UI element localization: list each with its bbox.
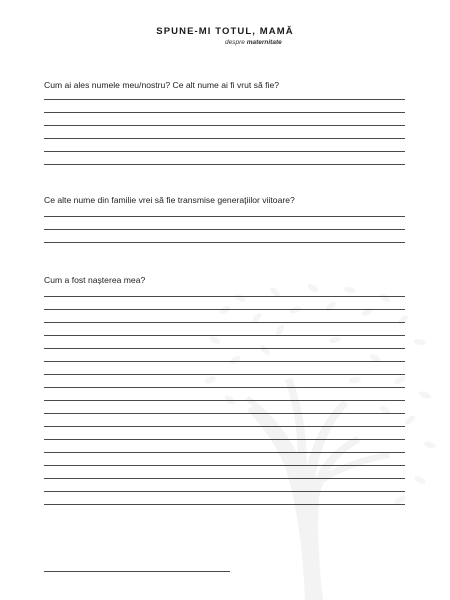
answer-line[interactable] <box>44 99 405 100</box>
answer-line[interactable] <box>44 125 405 126</box>
page-subtitle <box>225 39 282 46</box>
answer-line[interactable] <box>44 348 405 349</box>
answer-line[interactable] <box>44 151 405 152</box>
answer-line[interactable] <box>44 322 405 323</box>
answer-line[interactable] <box>44 452 405 453</box>
answer-line[interactable] <box>44 387 405 388</box>
answer-line[interactable] <box>44 216 405 217</box>
answer-line[interactable] <box>44 491 405 492</box>
subtitle-prefix: despre <box>225 39 247 46</box>
answer-line[interactable] <box>44 229 405 230</box>
tree-watermark-icon <box>185 270 450 600</box>
answer-line[interactable] <box>44 413 405 414</box>
subtitle-emphasis: maternitate <box>246 39 282 46</box>
answer-line[interactable] <box>44 112 405 113</box>
question-birth-story: Cum a fost nașterea mea? <box>44 275 146 285</box>
answer-line[interactable] <box>44 465 405 466</box>
answer-line[interactable] <box>44 335 405 336</box>
answer-line[interactable] <box>44 426 405 427</box>
answer-line[interactable] <box>44 138 405 139</box>
answer-line[interactable] <box>44 400 405 401</box>
answer-line[interactable] <box>44 374 405 375</box>
signature-line[interactable] <box>44 571 230 572</box>
question-family-names: Ce alte nume din familie vrei să fie transmise generațiilor viitoare? <box>44 195 295 205</box>
question-name-choice: Cum ai ales numele meu/nostru? Ce alt nume ai fi vrut să fie? <box>44 80 280 90</box>
page-title: SPUNE-MI TOTUL, MAMĂ <box>156 26 294 37</box>
answer-line[interactable] <box>44 361 405 362</box>
answer-line[interactable] <box>44 309 405 310</box>
answer-line[interactable] <box>44 478 405 479</box>
answer-line[interactable] <box>44 504 405 505</box>
answer-line[interactable] <box>44 296 405 297</box>
page-header <box>0 26 450 60</box>
answer-line[interactable] <box>44 242 405 243</box>
answer-line[interactable] <box>44 164 405 165</box>
answer-line[interactable] <box>44 439 405 440</box>
